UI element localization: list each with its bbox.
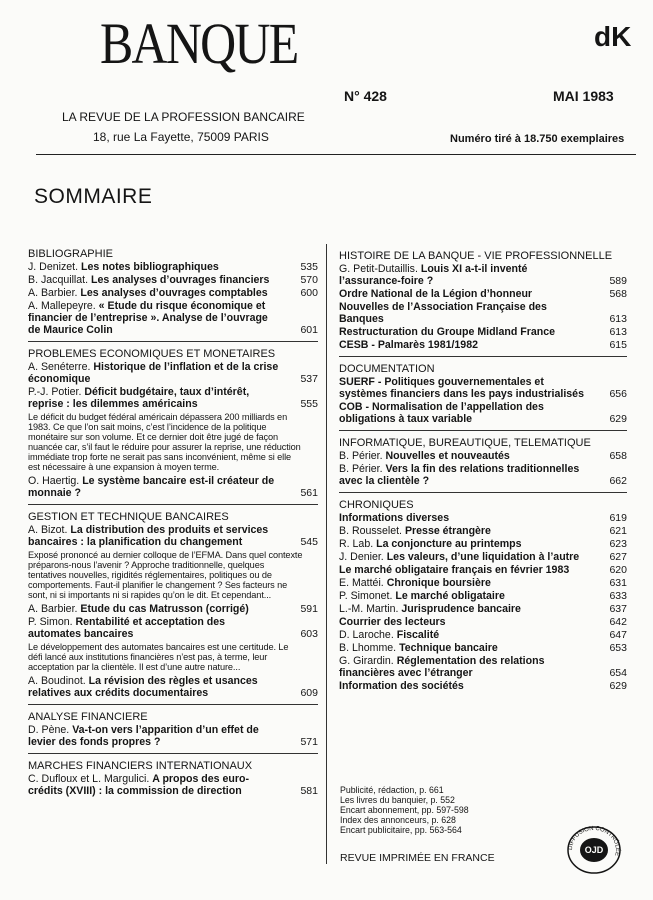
toc-section	[28, 248, 318, 336]
entry-page: 627	[609, 551, 627, 563]
entry-author: A. Barbier.	[28, 603, 78, 615]
entry-text	[339, 551, 603, 563]
toc-entry	[28, 261, 318, 273]
entry-title: COB - Normalisation de l’appellation des obligations à taux variable	[339, 401, 544, 425]
toc-entry	[339, 577, 627, 589]
entry-text	[339, 525, 603, 537]
entry-text	[28, 361, 294, 385]
entry-title: La distribution des produits et services bancaires : la planification du changement	[28, 524, 269, 548]
entry-title: Les analyses d’ouvrages financiers	[91, 274, 270, 286]
footer-info-line: Les livres du banquier, p. 552	[340, 795, 455, 805]
entry-page: 619	[609, 512, 627, 524]
entry-author: C. Dufloux et L. Margulici.	[28, 773, 150, 785]
publisher-logo-text: dK	[594, 21, 632, 52]
entry-text	[339, 326, 603, 338]
toc-entry	[339, 450, 627, 462]
entry-title: Vers la fin des relations traditionnelles avec la clientèle ?	[339, 463, 580, 487]
entry-page: 589	[609, 275, 627, 287]
toc-entry	[339, 288, 627, 300]
section-title: GESTION ET TECHNIQUE BANCAIRES	[28, 511, 229, 523]
entry-title: Restructuration du Groupe Midland France	[339, 326, 556, 338]
entry-author: A. Bizot.	[28, 524, 68, 536]
toc-entry	[28, 603, 318, 615]
entry-author: B. Lhomme.	[339, 642, 397, 654]
entry-text	[339, 642, 603, 654]
entry-text	[28, 274, 294, 286]
entry-page: 591	[300, 603, 318, 615]
entry-text	[339, 680, 603, 692]
toc-entry	[339, 538, 627, 550]
entry-author: G. Petit-Dutaillis.	[339, 263, 418, 275]
entry-text	[339, 655, 603, 679]
entry-abstract: Le déficit du budget fédéral américain dépassera 200 milliards en 1983. Ce que l’on sait moins, c’est l’incidence de la politique monétaire sur son volume. Et ce dernier doit être jugé de façon nuancée car, s’il faut le réduire pour assurer la reprise, une réduction immédiate trop forte ne serait pas sans inconvénient, même si elle est nécessaire à une expansion à moyen terme.	[28, 412, 301, 472]
entry-text	[28, 603, 294, 615]
entry-text	[339, 629, 603, 641]
section-title: HISTOIRE DE LA BANQUE - VIE PROFESSIONNELLE	[339, 250, 613, 262]
toc-section	[28, 753, 318, 797]
entry-page: 545	[300, 536, 318, 548]
entry-text	[339, 288, 603, 300]
entry-page: 623	[609, 538, 627, 550]
entry-text	[339, 463, 603, 487]
entry-page: 568	[609, 288, 627, 300]
entry-title: Jurisprudence bancaire	[401, 603, 521, 615]
entry-page: 615	[609, 339, 627, 351]
publisher-address: 18, rue La Fayette, 75009 PARIS	[93, 130, 269, 144]
entry-text	[339, 512, 603, 524]
entry-text	[339, 401, 603, 425]
entry-title: Courrier des lecteurs	[339, 616, 446, 628]
toc-entry	[28, 724, 318, 748]
section-title: MARCHES FINANCIERS INTERNATIONAUX	[28, 760, 253, 772]
toc-entry	[28, 300, 318, 336]
publisher-logo	[592, 18, 632, 52]
toc-entry	[339, 680, 627, 692]
entry-page: 654	[609, 667, 627, 679]
entry-page: 600	[300, 287, 318, 299]
section-title: INFORMATIQUE, BUREAUTIQUE, TELEMATIQUE	[339, 437, 591, 449]
footer-info	[340, 785, 469, 835]
entry-text	[339, 538, 603, 550]
entry-page: 609	[300, 687, 318, 699]
footer-info-line: Encart publicitaire, pp. 563-564	[340, 825, 462, 835]
header-divider	[36, 154, 636, 155]
entry-author: E. Mattéi.	[339, 577, 384, 589]
entry-title: SUERF - Politiques gouvernementales et systèmes financiers dans les pays industrialisés	[339, 376, 584, 400]
toc-entry	[339, 326, 627, 338]
entry-author: A. Mallepeyre.	[28, 300, 96, 312]
toc-entry	[339, 301, 627, 325]
toc-entry	[28, 386, 318, 410]
issue-date: MAI 1983	[553, 88, 614, 104]
footer-info-line: Index des annonceurs, p. 628	[340, 815, 456, 825]
toc-entry	[339, 551, 627, 563]
entry-title: La révision des règles et usances relatives aux crédits documentaires	[28, 675, 258, 699]
entry-page: 621	[609, 525, 627, 537]
toc-entry	[339, 401, 627, 425]
entry-title: Etude du cas Matrusson (corrigé)	[80, 603, 249, 615]
entry-author: L.-M. Martin.	[339, 603, 399, 615]
entry-title: Historique de l’inflation et de la crise économique	[28, 361, 279, 385]
entry-title: Ordre National de la Légion d’honneur	[339, 288, 533, 300]
toc-entry	[339, 376, 627, 400]
entry-text	[339, 603, 603, 615]
toc-section	[28, 704, 318, 748]
entry-text	[28, 300, 294, 336]
entry-title: Information des sociétés	[339, 680, 464, 692]
entry-title: Va-t-on vers l’apparition d’un effet de levier des fonds propres ?	[28, 724, 259, 748]
toc-section	[339, 492, 627, 692]
entry-author: P. Simonet.	[339, 590, 393, 602]
entry-page: 642	[609, 616, 627, 628]
entry-page: 581	[300, 785, 318, 797]
entry-page: 658	[609, 450, 627, 462]
entry-page: 656	[609, 388, 627, 400]
toc-section	[339, 250, 627, 351]
toc-entry	[339, 629, 627, 641]
footer-info-line: Encart abonnement, pp. 597-598	[340, 805, 469, 815]
entry-author: P. Simon.	[28, 616, 73, 628]
toc-entry	[339, 642, 627, 654]
entry-title: CESB - Palmarès 1981/1982	[339, 339, 478, 351]
entry-author: A. Barbier.	[28, 287, 78, 299]
entry-page: 601	[300, 324, 318, 336]
entry-page: 613	[609, 326, 627, 338]
print-run: Numéro tiré à 18.750 exemplaires	[450, 133, 625, 145]
stamp-ring-text: DIFFUSION CONTRÔLÉE	[567, 825, 621, 857]
entry-page: 613	[609, 313, 627, 325]
entry-text	[339, 450, 603, 462]
column-divider	[326, 244, 327, 864]
toc-entry	[28, 475, 318, 499]
entry-text	[28, 724, 294, 748]
entry-page: 647	[609, 629, 627, 641]
entry-author: B. Périer.	[339, 463, 383, 475]
section-title: ANALYSE FINANCIERE	[28, 711, 148, 723]
stamp-initials: OJD	[584, 845, 604, 855]
toc-entry	[339, 655, 627, 679]
entry-author: A. Boudinot.	[28, 675, 86, 687]
ojd-stamp	[564, 825, 624, 875]
toc-entry	[28, 361, 318, 385]
toc-entry	[28, 773, 318, 797]
entry-text	[28, 616, 294, 640]
toc-entry	[28, 675, 318, 699]
magazine-title: BANQUE	[100, 11, 298, 76]
entry-text	[28, 675, 294, 699]
toc-section	[339, 430, 627, 487]
entry-page: 662	[609, 475, 627, 487]
entry-page: 535	[300, 261, 318, 273]
entry-page: 631	[609, 577, 627, 589]
issue-number: N° 428	[344, 88, 387, 104]
entry-title: « Etude du risque économique et financier de l’entreprise ». Analyse de l’ouvrage de Maurice Colin	[28, 300, 268, 336]
entry-author: J. Denier.	[339, 551, 384, 563]
entry-text	[28, 773, 294, 797]
toc-entry	[339, 263, 627, 287]
section-title: CHRONIQUES	[339, 499, 414, 511]
toc-entry	[339, 463, 627, 487]
magazine-subtitle: LA REVUE DE LA PROFESSION BANCAIRE	[62, 110, 305, 124]
entry-text	[339, 376, 603, 400]
entry-author: O. Haertig.	[28, 475, 80, 487]
entry-title: Rentabilité et acceptation des automates bancaires	[28, 616, 226, 640]
entry-title: Réglementation des relations financières avec l’étranger	[339, 655, 545, 679]
toc-section	[339, 356, 627, 425]
entry-title: Informations diverses	[339, 512, 450, 524]
entry-title: Le marché obligataire français en février 1983	[339, 564, 570, 576]
entry-page: 570	[300, 274, 318, 286]
entry-abstract: Exposé prononcé au dernier colloque de l’EFMA. Dans quel contexte préparons-nous l’avenir ? Approche traditionnelle, quelques tentatives nouvelles, rigidités réglementaires, politiques ou de comportements. Faut-il planifier le changement ? Ses facteurs ne sont, ni si importants ni si rapides qu’on le dit. Et cependant...	[28, 550, 303, 600]
entry-title: Les analyses d’ouvrages comptables	[80, 287, 268, 299]
entry-author: J. Denizet.	[28, 261, 79, 273]
entry-author: B. Rousselet.	[339, 525, 403, 537]
entry-text	[339, 590, 603, 602]
toc-entry	[339, 512, 627, 524]
entry-page: 555	[300, 398, 318, 410]
printed-in-france: REVUE IMPRIMÉE EN FRANCE	[340, 852, 495, 864]
entry-text	[28, 287, 294, 299]
entry-text	[339, 564, 603, 576]
entry-author: D. Pène.	[28, 724, 70, 736]
entry-title: Presse étrangère	[404, 525, 491, 537]
section-title: PROBLEMES ECONOMIQUES ET MONETAIRES	[28, 348, 276, 360]
entry-title: Les valeurs, d’une liquidation à l’autre	[386, 551, 580, 563]
section-title: BIBLIOGRAPHIE	[28, 248, 113, 260]
entry-page: 603	[300, 628, 318, 640]
right-column	[339, 250, 627, 697]
entry-text	[28, 261, 294, 273]
toc-entry	[339, 616, 627, 628]
toc-entry	[339, 339, 627, 351]
entry-author: P.-J. Potier.	[28, 386, 82, 398]
entry-text	[28, 475, 294, 499]
entry-text	[339, 577, 603, 589]
entry-page: 537	[300, 373, 318, 385]
toc-entry	[339, 603, 627, 615]
toc-entry	[28, 274, 318, 286]
entry-title: Nouvelles de l’Association Française des Banques	[339, 301, 547, 325]
entry-text	[339, 339, 603, 351]
toc-entry	[339, 525, 627, 537]
entry-title: Les notes bibliographiques	[81, 261, 219, 273]
entry-page: 629	[609, 680, 627, 692]
toc-section	[28, 504, 318, 699]
entry-title: Louis XI a-t-il inventé l’assurance-foire ?	[339, 263, 528, 287]
entry-title: Technique bancaire	[399, 642, 498, 654]
toc-entry	[28, 287, 318, 299]
entry-page: 571	[300, 736, 318, 748]
section-title: DOCUMENTATION	[339, 363, 435, 375]
entry-page: 620	[609, 564, 627, 576]
entry-author: B. Jacquillat.	[28, 274, 89, 286]
entry-page: 637	[609, 603, 627, 615]
entry-author: R. Lab.	[339, 538, 374, 550]
entry-text	[339, 263, 603, 287]
left-column	[28, 248, 318, 802]
entry-author: G. Girardin.	[339, 655, 394, 667]
toc-entry	[28, 524, 318, 548]
entry-title: Chronique boursière	[386, 577, 491, 589]
entry-page: 561	[300, 487, 318, 499]
entry-text	[339, 301, 603, 325]
entry-author: A. Senéterre.	[28, 361, 91, 373]
entry-title: Le système bancaire est-il créateur de monnaie ?	[28, 475, 275, 499]
entry-text	[28, 524, 294, 548]
entry-page: 653	[609, 642, 627, 654]
entry-author: B. Périer.	[339, 450, 383, 462]
entry-title: Fiscalité	[396, 629, 440, 641]
entry-title: Déficit budgétaire, taux d’intérêt, reprise : les dilemmes américains	[28, 386, 250, 410]
entry-text	[28, 386, 294, 410]
entry-page: 629	[609, 413, 627, 425]
toc-entry	[339, 564, 627, 576]
toc-entry	[28, 616, 318, 640]
entry-page: 633	[609, 590, 627, 602]
entry-title: Le marché obligataire	[395, 590, 505, 602]
toc-section	[28, 341, 318, 499]
toc-entry	[339, 590, 627, 602]
entry-text	[339, 616, 603, 628]
entry-title: Nouvelles et nouveautés	[385, 450, 510, 462]
footer-info-line: Publicité, rédaction, p. 661	[340, 785, 444, 795]
entry-title: La conjoncture au printemps	[376, 538, 522, 550]
entry-title: A propos des euro-crédits (XVIII) : la commission de direction	[28, 773, 249, 797]
entry-abstract: Le développement des automates bancaires est une certitude. Le défi lancé aux institutions financières n’est pas, à terme, leur acceptation par la clientèle. Il est d’une autre nature...	[28, 642, 289, 672]
entry-author: D. Laroche.	[339, 629, 394, 641]
page-title: SOMMAIRE	[34, 185, 153, 208]
